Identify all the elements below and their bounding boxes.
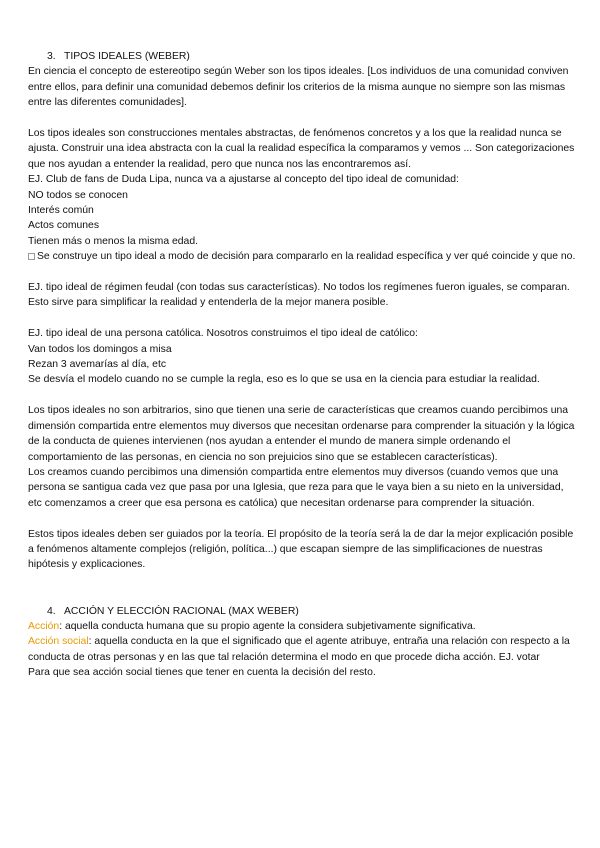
section-3-number: 3. [47, 51, 56, 62]
list-item: NO todos se conocen [28, 189, 128, 201]
section-4-heading [28, 604, 576, 619]
definition-accion-social-text: : aquella conducta en la que el significado que el agente atribuye, entraña una relación con respecto a la conducta de otras personas y en las que tal relación determina el modo en que procede dicha acción. EJ. votar [28, 636, 570, 663]
definition-accion-social [28, 634, 576, 665]
spacer [28, 311, 576, 326]
list-item: Van todos los domingos a misa [28, 343, 172, 355]
list-item: Actos comunes [28, 220, 100, 232]
example-feudal: EJ. tipo ideal de régimen feudal (con todas sus características). No todos los regímenes fueron iguales, se comparan. Esto sirve para simplificar la realidad y entenderla de la mejor manera posible. [28, 282, 570, 309]
spacer [28, 573, 576, 588]
list-item: Interés común [28, 205, 94, 217]
paragraph-theory: Estos tipos ideales deben ser guiados por la teoría. El propósito de la teoría será la de dar la mejor explicación posible a fenómenos altamente complejos (religión, política...) que escapan siempre de las simplificaciones de nuestras hipótesis y explicaciones. [28, 528, 574, 571]
spacer [28, 588, 576, 603]
paragraph-not-arbitrary: Los tipos ideales no son arbitrarios, sino que tienen una serie de características que creamos cuando percibimos una dimensión compartida entre elementos muy diversos que necesitan ordenarse para comprender la situación y la lógica de la conducta de quienes intervienen (nos ayudan a entender el mundo de manera simple ordenando el comportamiento de las personas, en ciencia no son prejuicios sino que se establecen características). [28, 405, 575, 463]
missing-glyph-icon [28, 253, 35, 260]
spacer [28, 111, 576, 126]
definition-accion-text: : aquella conducta humana que su propio agente la considera subjetivamente significativa. [59, 620, 476, 632]
example-catholic: EJ. tipo ideal de una persona católica. Nosotros construimos el tipo ideal de católico: [28, 328, 418, 340]
arrow-note [28, 249, 576, 264]
paragraph-how-created: Los creamos cuando percibimos una dimensión compartida entre elementos muy diversos (cuando vemos que una persona se santigua cada vez que pasa por una Iglesia, que reza para que le vaya bien a su nieto en la universidad, etc comenzamos a creer que esa persona es católica) que necesitan ordenarse para comprender la situación. [28, 466, 564, 509]
paragraph-stereotype: En ciencia el concepto de estereotipo según Weber son los tipos ideales. [Los individuos de una comunidad conviven entre ellos, para definir una comunidad debemos definir los criterios de la misma aunque no siempre son las mismas entre las diferentes comunidades]. [28, 66, 569, 109]
section-3-title: TIPOS IDEALES (WEBER) [64, 51, 190, 62]
term-accion: Acción [28, 620, 60, 632]
list-item: Rezan 3 avemarías al día, etc [28, 359, 167, 371]
section-4-number: 4. [47, 605, 56, 617]
spacer [28, 265, 576, 280]
spacer [28, 511, 576, 526]
spacer [28, 388, 576, 403]
list-item: Tienen más o menos la misma edad. [28, 235, 198, 247]
paragraph-closing: Para que sea acción social tienes que tener en cuenta la decisión del resto. [28, 667, 376, 679]
term-accion-social: Acción social [28, 636, 89, 648]
section-3-heading [28, 49, 576, 64]
document-body [28, 49, 576, 681]
definition-accion [28, 619, 576, 634]
example-fan-club: EJ. Club de fans de Duda Lipa, nunca va a ajustarse al concepto del tipo ideal de comunidad: [28, 174, 459, 186]
example-catholic-end: Se desvía el modelo cuando no se cumple la regla, eso es lo que se usa en la ciencia para estudiar la realidad. [28, 374, 540, 386]
arrow-note-text: Se construye un tipo ideal a modo de decisión para compararlo en la realidad específica y ver qué coincide y que no. [37, 251, 576, 263]
paragraph-ideal-types: Los tipos ideales son construcciones mentales abstractas, de fenómenos concretos y a los que la realidad nunca se ajusta. Construir una idea abstracta con la cual la realidad específica la comparamos y vemos ... Son categorizaciones que nos ayudan a entender la realidad, pero que nunca nos las encontraremos así. [28, 128, 575, 170]
section-4-title: ACCIÓN Y ELECCIÓN RACIONAL (MAX WEBER) [64, 605, 299, 617]
